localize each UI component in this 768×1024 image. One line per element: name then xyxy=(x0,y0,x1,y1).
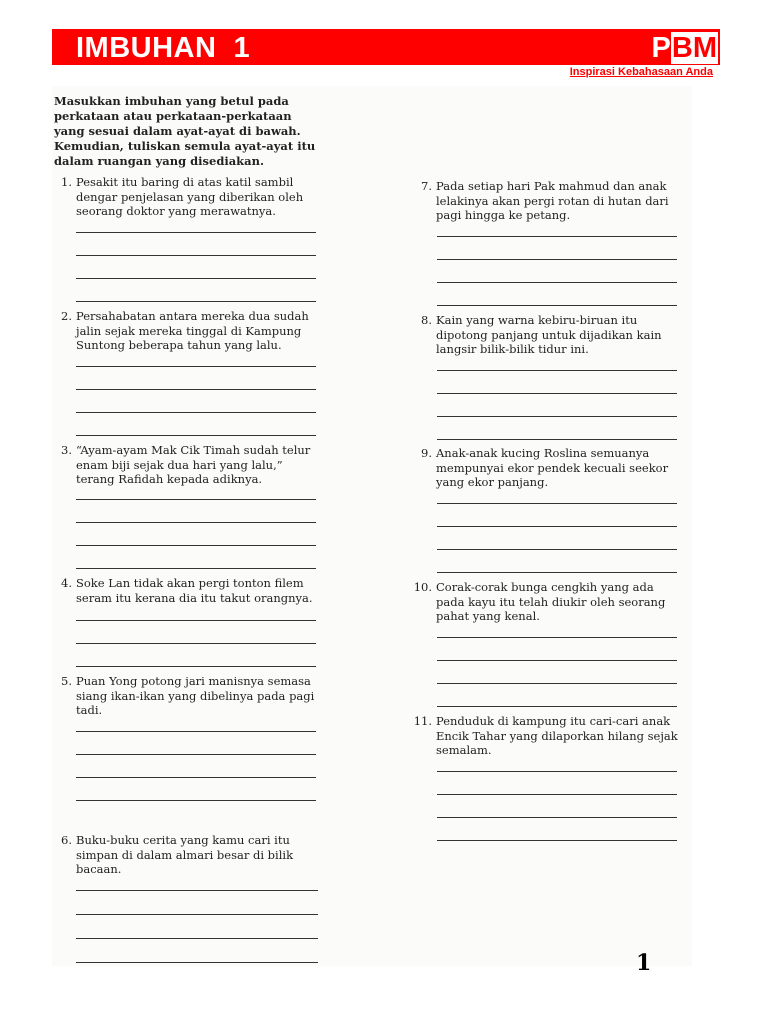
logo-letter-p: P xyxy=(651,32,671,64)
question-number: 6. xyxy=(61,833,72,847)
answer-line-5d[interactable] xyxy=(76,800,316,801)
answer-line-8d[interactable] xyxy=(437,439,677,440)
answer-line-10d[interactable] xyxy=(437,706,677,707)
answer-line-6a[interactable] xyxy=(76,890,318,891)
question-text: Pesakit itu baring di atas katil sambil dengar penjelasan yang diberikan oleh seorang doktor yang merawatnya. xyxy=(76,175,304,218)
answer-line-2c[interactable] xyxy=(76,412,316,413)
answer-line-7a[interactable] xyxy=(437,236,677,237)
answer-line-2a[interactable] xyxy=(76,366,316,367)
answer-line-10c[interactable] xyxy=(437,683,677,684)
answer-line-6b[interactable] xyxy=(76,914,318,915)
answer-line-9a[interactable] xyxy=(437,503,677,504)
logo-letters-bm: BM xyxy=(671,32,717,64)
answer-line-8a[interactable] xyxy=(437,370,677,371)
answer-line-8b[interactable] xyxy=(437,393,677,394)
answer-line-4b[interactable] xyxy=(76,643,316,644)
answer-line-3a[interactable] xyxy=(76,499,316,500)
answer-line-9b[interactable] xyxy=(437,526,677,527)
question-text: “Ayam-ayam Mak Cik Timah sudah telur enam biji sejak dua hari yang lalu,” terang Rafidah kepada adiknya. xyxy=(76,443,311,486)
answer-line-11b[interactable] xyxy=(437,794,677,795)
answer-line-9c[interactable] xyxy=(437,549,677,550)
answer-line-1a[interactable] xyxy=(76,232,316,233)
answer-line-11a[interactable] xyxy=(437,771,677,772)
question-number: 4. xyxy=(61,576,72,590)
question-text: Pada setiap hari Pak mahmud dan anak lelakinya akan pergi rotan di hutan dari pagi hingga ke petang. xyxy=(436,179,669,222)
page-title: IMBUHAN 1 xyxy=(76,32,251,64)
page-number: 1 xyxy=(636,950,652,976)
answer-line-3c[interactable] xyxy=(76,545,316,546)
question-text: Puan Yong potong jari manisnya semasa siang ikan-ikan yang dibelinya pada pagi tadi. xyxy=(76,674,315,717)
answer-line-2d[interactable] xyxy=(76,435,316,436)
answer-line-6d[interactable] xyxy=(76,962,318,963)
question-text: Buku-buku cerita yang kamu cari itu simpan di dalam almari besar di bilik bacaan. xyxy=(76,833,294,876)
answer-line-5a[interactable] xyxy=(76,731,316,732)
answer-line-1b[interactable] xyxy=(76,255,316,256)
question-number: 10. xyxy=(413,580,432,594)
answer-line-10b[interactable] xyxy=(437,660,677,661)
answer-line-7c[interactable] xyxy=(437,282,677,283)
question-text: Soke Lan tidak akan pergi tonton filem seram itu kerana dia itu takut orangnya. xyxy=(76,576,313,605)
answer-line-3b[interactable] xyxy=(76,522,316,523)
question-text: Anak-anak kucing Roslina semuanya mempunyai ekor pendek kecuali seekor yang ekor panjang. xyxy=(436,446,669,489)
tagline-link[interactable]: Inspirasi Kebahasaan Anda xyxy=(569,66,713,78)
answer-line-11d[interactable] xyxy=(437,840,677,841)
answer-line-5b[interactable] xyxy=(76,754,316,755)
answer-line-9d[interactable] xyxy=(437,572,677,573)
question-text: Penduduk di kampung itu cari-cari anak Encik Tahar yang dilaporkan hilang sejak semalam. xyxy=(436,714,678,757)
answer-line-2b[interactable] xyxy=(76,389,316,390)
question-number: 8. xyxy=(421,313,432,327)
question-text: Persahabatan antara mereka dua sudah jalin sejak mereka tinggal di Kampung Suntong beberapa tahun yang lalu. xyxy=(76,309,309,352)
answer-line-3d[interactable] xyxy=(76,568,316,569)
question-number: 3. xyxy=(61,443,72,457)
question-number: 1. xyxy=(61,175,72,189)
instructions-text: Masukkan imbuhan yang betul pada perkataan atau perkataan-perkataan yang sesuai dalam ayat-ayat di bawah. Kemudian, tuliskan semula ayat-ayat itu dalam ruangan yang disediakan. xyxy=(54,94,316,168)
answer-line-4a[interactable] xyxy=(76,620,316,621)
question-text: Corak-corak bunga cengkih yang ada pada kayu itu telah diukir oleh seorang pahat yang kenal. xyxy=(436,580,666,623)
answer-line-5c[interactable] xyxy=(76,777,316,778)
answer-line-7d[interactable] xyxy=(437,305,677,306)
pbm-logo xyxy=(652,29,718,65)
answer-line-10a[interactable] xyxy=(437,637,677,638)
answer-line-11c[interactable] xyxy=(437,817,677,818)
question-number: 7. xyxy=(421,179,432,193)
question-number: 2. xyxy=(61,309,72,323)
question-number: 9. xyxy=(421,446,432,460)
answer-line-8c[interactable] xyxy=(437,416,677,417)
answer-line-1c[interactable] xyxy=(76,278,316,279)
answer-line-1d[interactable] xyxy=(76,301,316,302)
question-text: Kain yang warna kebiru-biruan itu dipotong panjang untuk dijadikan kain langsir bilik-bilik tidur ini. xyxy=(436,313,662,356)
question-number: 11. xyxy=(413,714,432,728)
answer-line-7b[interactable] xyxy=(437,259,677,260)
question-number: 5. xyxy=(61,674,72,688)
answer-line-4c[interactable] xyxy=(76,666,316,667)
answer-line-6c[interactable] xyxy=(76,938,318,939)
